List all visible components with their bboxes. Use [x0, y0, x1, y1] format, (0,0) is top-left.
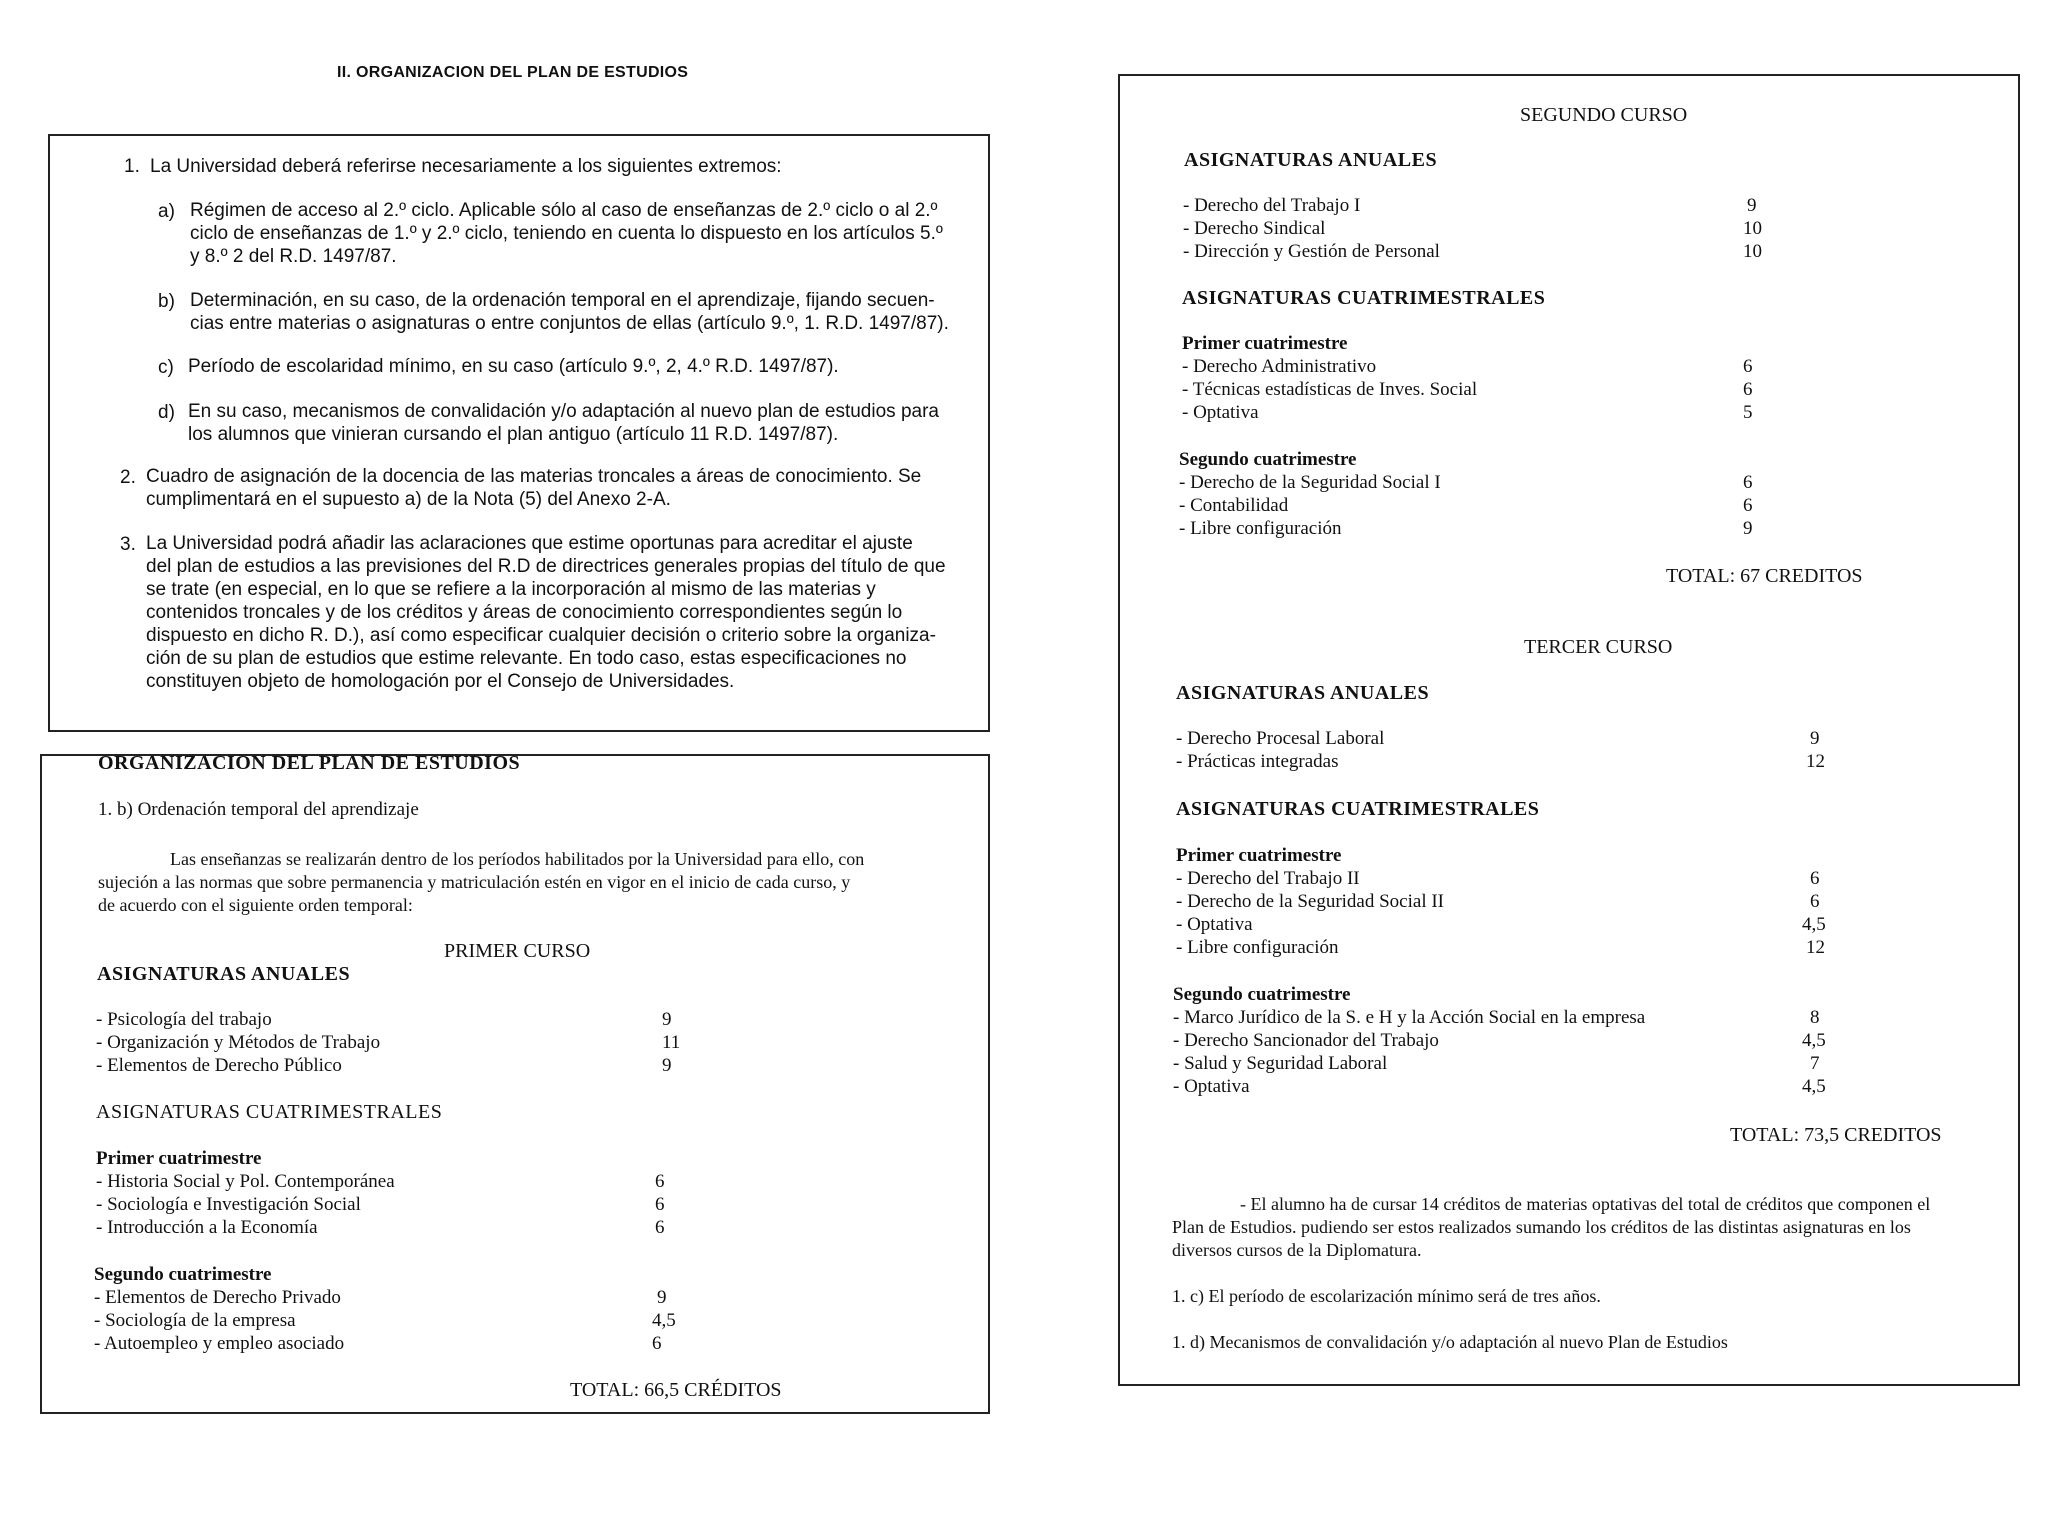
item-3-line: se trate (en especial, en lo que se refiere a la incorporación al mismo de las materias y	[146, 579, 876, 600]
item-label: b)	[158, 291, 175, 312]
item-number: 1.	[124, 156, 140, 177]
subject-name: - Elementos de Derecho Público	[96, 1055, 342, 1076]
subject-name: - Sociología de la empresa	[94, 1310, 296, 1331]
item-3-line: La Universidad podrá añadir las aclaraciones que estime oportunas para acreditar el ajuste	[146, 533, 913, 554]
subject-name: - Optativa	[1173, 1076, 1250, 1097]
subject-credits: 4,5	[1802, 914, 1826, 935]
subject-credits: 6	[1743, 379, 1753, 400]
item-number: 3.	[120, 534, 136, 555]
anuales-heading: ASIGNATURAS ANUALES	[1184, 149, 1438, 171]
section-subtitle: 1. b) Ordenación temporal del aprendizaje	[98, 799, 419, 820]
item-label: c)	[158, 357, 174, 378]
primer-cuatrimestre-heading: Primer cuatrimestre	[1182, 333, 1348, 354]
item-d-line: En su caso, mecanismos de convalidación y/o adaptación al nuevo plan de estudios para	[188, 401, 939, 422]
course-title: SEGUNDO CURSO	[1520, 104, 1688, 126]
subject-credits: 7	[1810, 1053, 1820, 1074]
primer-cuatrimestre-heading: Primer cuatrimestre	[96, 1148, 262, 1169]
subject-name: - Derecho Sindical	[1183, 218, 1326, 239]
note-line: diversos cursos de la Diplomatura.	[1172, 1240, 1422, 1260]
subject-name: - Introducción a la Economía	[96, 1217, 318, 1238]
cuatrimestrales-heading: ASIGNATURAS CUATRIMESTRALES	[1176, 798, 1540, 820]
subject-credits: 9	[662, 1009, 672, 1030]
subject-name: - Prácticas integradas	[1176, 751, 1339, 772]
subject-name: - Técnicas estadísticas de Inves. Social	[1182, 379, 1478, 400]
page-title: II. ORGANIZACION DEL PLAN DE ESTUDIOS	[337, 64, 689, 81]
course-total: TOTAL: 73,5 CREDITOS	[1730, 1124, 1942, 1146]
course-total: TOTAL: 66,5 CRÉDITOS	[570, 1379, 782, 1401]
item-a-line: Régimen de acceso al 2.º ciclo. Aplicable sólo al caso de enseñanzas de 2.º ciclo o al 2.º	[190, 200, 938, 221]
subject-name: - Dirección y Gestión de Personal	[1183, 241, 1440, 262]
course-title: PRIMER CURSO	[444, 940, 591, 962]
subject-credits: 6	[1743, 472, 1753, 493]
item-a-line: ciclo de enseñanzas de 1.º y 2.º ciclo, teniendo en cuenta lo dispuesto en los artículos 5.º	[190, 223, 943, 244]
segundo-cuatrimestre-heading: Segundo cuatrimestre	[1173, 984, 1351, 1005]
item-2-line: cumplimentará en el supuesto a) de la Nota (5) del Anexo 2-A.	[146, 489, 671, 510]
subject-name: - Elementos de Derecho Privado	[94, 1287, 341, 1308]
subject-name: - Derecho de la Seguridad Social I	[1179, 472, 1441, 493]
subject-credits: 9	[1743, 518, 1753, 539]
subject-credits: 6	[1810, 868, 1820, 889]
subject-credits: 5	[1743, 402, 1753, 423]
subject-credits: 6	[655, 1194, 665, 1215]
anuales-heading: ASIGNATURAS ANUALES	[97, 963, 351, 985]
item-3-line: contenidos troncales y de los créditos y áreas de conocimiento correspondientes según lo	[146, 602, 903, 623]
subject-name: - Derecho Sancionador del Trabajo	[1173, 1030, 1439, 1051]
subject-name: - Derecho Procesal Laboral	[1176, 728, 1385, 749]
subject-name: - Salud y Seguridad Laboral	[1173, 1053, 1388, 1074]
subject-name: - Derecho Administrativo	[1182, 356, 1377, 377]
subject-name: - Libre configuración	[1176, 937, 1339, 958]
section-title: ORGANIZACION DEL PLAN DE ESTUDIOS	[98, 752, 521, 774]
subject-credits: 8	[1810, 1007, 1820, 1028]
segundo-cuatrimestre-heading: Segundo cuatrimestre	[1179, 449, 1357, 470]
subject-name: - Derecho del Trabajo II	[1176, 868, 1360, 889]
subject-name: - Sociología e Investigación Social	[96, 1194, 361, 1215]
item-b-line: Determinación, en su caso, de la ordenación temporal en el aprendizaje, fijando secuen-	[190, 290, 935, 311]
item-label: a)	[158, 201, 175, 222]
item-a-line: y 8.º 2 del R.D. 1497/87.	[190, 246, 397, 267]
subject-credits: 6	[1810, 891, 1820, 912]
segundo-cuatrimestre-heading: Segundo cuatrimestre	[94, 1264, 272, 1285]
subject-name: - Derecho del Trabajo I	[1183, 195, 1361, 216]
subject-credits: 4,5	[1802, 1076, 1826, 1097]
item-d-line: los alumnos que vinieran cursando el plan antiguo (artículo 11 R.D. 1497/87).	[188, 424, 839, 445]
item-3-line: dispuesto en dicho R. D.), así como especificar cualquier decisión o criterio sobre la organiza-	[146, 625, 936, 646]
primer-cuatrimestre-heading: Primer cuatrimestre	[1176, 845, 1342, 866]
subject-credits: 9	[657, 1287, 667, 1308]
item-b-line: cias entre materias o asignaturas o entre conjuntos de ellas (artículo 9.º, 1. R.D. 1497/87).	[190, 313, 949, 334]
section-d-line: 1. d) Mecanismos de convalidación y/o adaptación al nuevo Plan de Estudios	[1172, 1332, 1728, 1352]
subject-credits: 9	[1747, 195, 1757, 216]
subject-name: - Libre configuración	[1179, 518, 1342, 539]
subject-name: - Organización y Métodos de Trabajo	[96, 1032, 381, 1053]
cuatrimestrales-heading: ASIGNATURAS CUATRIMESTRALES	[1182, 287, 1546, 309]
anuales-heading: ASIGNATURAS ANUALES	[1176, 682, 1430, 704]
subject-name: - Marco Jurídico de la S. e H y la Acción Social en la empresa	[1173, 1007, 1646, 1028]
cuatrimestrales-heading: ASIGNATURAS CUATRIMESTRALES	[96, 1101, 443, 1123]
subject-credits: 10	[1743, 241, 1762, 262]
item-3-line: ción de su plan de estudios que estime relevante. En todo caso, estas especificaciones no	[146, 648, 907, 669]
subject-name: - Optativa	[1176, 914, 1253, 935]
item-3-line: constituyen objeto de homologación por el Consejo de Universidades.	[146, 671, 735, 692]
item-text: La Universidad deberá referirse necesariamente a los siguientes extremos:	[150, 156, 782, 177]
subject-credits: 6	[652, 1333, 662, 1354]
subject-credits: 6	[655, 1171, 665, 1192]
subject-credits: 12	[1806, 751, 1825, 772]
item-3-line: del plan de estudios a las previsiones del R.D de directrices generales propias del título de que	[146, 556, 946, 577]
subject-credits: 4,5	[1802, 1030, 1826, 1051]
item-label: d)	[158, 402, 175, 423]
subject-credits: 6	[1743, 356, 1753, 377]
subject-name: - Derecho de la Seguridad Social II	[1176, 891, 1445, 912]
intro-line: sujeción a las normas que sobre permanencia y matriculación estén en vigor en el inicio de cada curso, y	[98, 872, 851, 892]
subject-name: - Autoempleo y empleo asociado	[94, 1333, 345, 1354]
item-number: 2.	[120, 467, 136, 488]
note-line: - El alumno ha de cursar 14 créditos de materias optativas del total de créditos que componen el	[1240, 1194, 1931, 1214]
subject-credits: 6	[655, 1217, 665, 1238]
subject-credits: 12	[1806, 937, 1825, 958]
intro-line: Las enseñanzas se realizarán dentro de los períodos habilitados por la Universidad para ello, con	[170, 849, 865, 869]
intro-line: de acuerdo con el siguiente orden temporal:	[98, 895, 413, 915]
section-c-line: 1. c) El período de escolarización mínimo será de tres años.	[1172, 1286, 1601, 1306]
subject-name: - Historia Social y Pol. Contemporánea	[96, 1171, 395, 1192]
course-title: TERCER CURSO	[1524, 636, 1673, 658]
note-line: Plan de Estudios. pudiendo ser estos realizados sumando los créditos de las distintas asignaturas en los	[1172, 1217, 1911, 1237]
subject-name: - Contabilidad	[1179, 495, 1289, 516]
subject-credits: 6	[1743, 495, 1753, 516]
subject-credits: 4,5	[652, 1310, 676, 1331]
subject-credits: 11	[662, 1032, 681, 1053]
subject-credits: 9	[1810, 728, 1820, 749]
subject-credits: 10	[1743, 218, 1762, 239]
subject-name: - Optativa	[1182, 402, 1259, 423]
item-2-line: Cuadro de asignación de la docencia de las materias troncales a áreas de conocimiento. Se	[146, 466, 922, 487]
subject-credits: 9	[662, 1055, 672, 1076]
item-c-line: Período de escolaridad mínimo, en su caso (artículo 9.º, 2, 4.º R.D. 1497/87).	[188, 356, 839, 377]
course-total: TOTAL: 67 CREDITOS	[1666, 565, 1863, 587]
subject-name: - Psicología del trabajo	[96, 1009, 272, 1030]
